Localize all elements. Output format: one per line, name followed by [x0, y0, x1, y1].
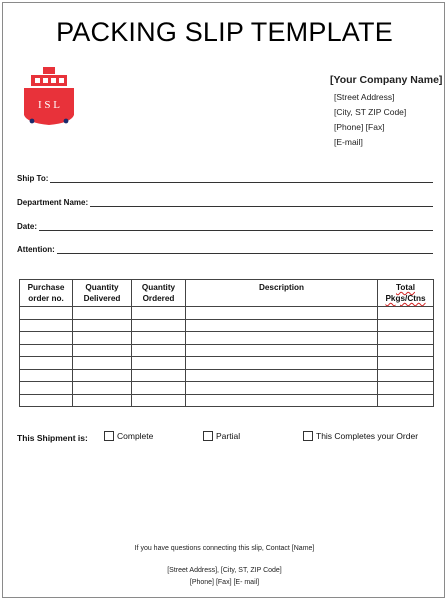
date-label: Date:	[17, 222, 38, 231]
document-title: PACKING SLIP TEMPLATE	[56, 17, 393, 47]
company-name: [Your Company Name]	[330, 74, 443, 86]
completes-order-label: This Completes your Order	[316, 431, 419, 441]
header-qty-ordered: Quantity Ordered	[132, 280, 186, 307]
packing-slip-page	[2, 2, 445, 598]
complete-option[interactable]	[104, 431, 153, 441]
header-description: Description	[186, 280, 378, 307]
attention-label: Attention:	[17, 245, 55, 254]
ship-logo-icon	[21, 65, 77, 133]
completes-order-checkbox[interactable]	[303, 431, 313, 441]
ship-to-label: Ship To:	[17, 174, 49, 183]
table-row[interactable]	[20, 382, 434, 395]
table-row[interactable]	[20, 394, 434, 407]
completes-order-option[interactable]	[303, 431, 418, 441]
footer-questions: If you have questions connecting this slip, Contact [Name]	[134, 545, 315, 552]
attention-line[interactable]	[57, 245, 433, 254]
header-total	[378, 280, 434, 307]
company-email: [E-mail]	[334, 137, 363, 147]
table-row[interactable]	[20, 369, 434, 382]
table-header-row	[20, 280, 434, 307]
company-street: [Street Address]	[334, 92, 395, 102]
items-table	[19, 279, 434, 407]
footer-contact: [Phone] [Fax] [E- mail]	[189, 579, 260, 586]
attention-field[interactable]	[17, 242, 433, 254]
table-row[interactable]	[20, 332, 434, 345]
company-phone-fax: [Phone] [Fax]	[334, 122, 385, 132]
table-row[interactable]	[20, 344, 434, 357]
complete-label: Complete	[117, 431, 154, 441]
header-purchase-order: Purchase order no.	[20, 280, 73, 307]
ship-to-field[interactable]	[17, 171, 433, 183]
date-field[interactable]	[17, 219, 433, 231]
table-row[interactable]	[20, 319, 434, 332]
ship-to-line[interactable]	[50, 174, 433, 183]
department-field[interactable]	[17, 195, 433, 207]
department-line[interactable]	[90, 198, 433, 207]
footer-address: [Street Address], [City, ST, ZIP Code]	[167, 567, 282, 574]
shipment-label: This Shipment is:	[17, 433, 88, 443]
table-row[interactable]	[20, 307, 434, 320]
logo-text: I S L	[38, 99, 60, 111]
partial-label: Partial	[216, 431, 241, 441]
header-total-text: Total Pkgs/Ctns	[385, 283, 426, 303]
table-row[interactable]	[20, 357, 434, 370]
company-city: [City, ST ZIP Code]	[334, 107, 407, 117]
partial-checkbox[interactable]	[203, 431, 213, 441]
partial-option[interactable]	[203, 431, 240, 441]
department-label: Department Name:	[17, 198, 89, 207]
header-qty-delivered: Quantity Delivered	[73, 280, 132, 307]
complete-checkbox[interactable]	[104, 431, 114, 441]
date-line[interactable]	[39, 222, 433, 231]
